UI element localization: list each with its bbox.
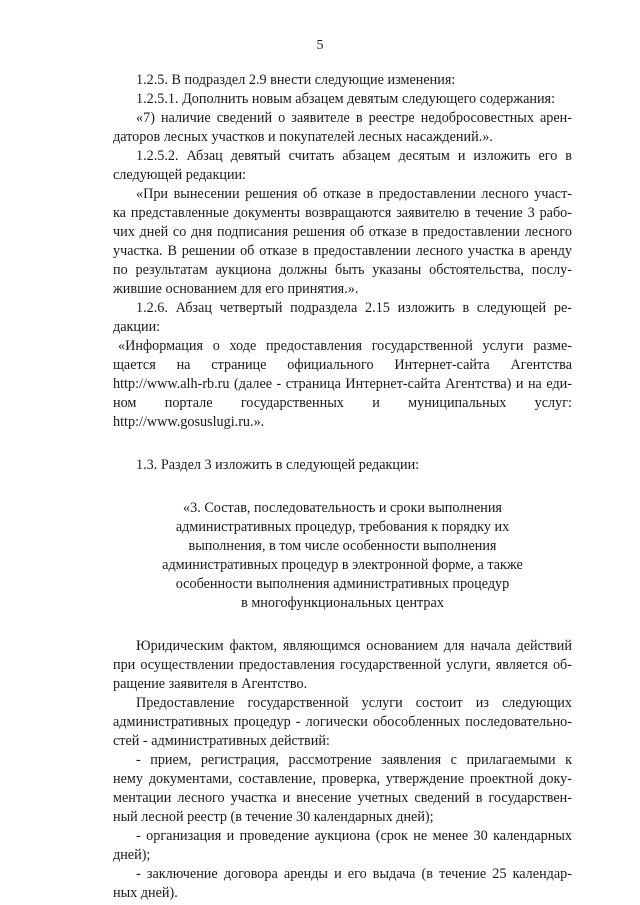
text-line: ном портале государственных и муниципальных услуг: bbox=[113, 395, 572, 411]
text-line: дней); bbox=[113, 847, 151, 863]
text-line: чих дней со дня подписания решения об отказе в предоставлении лесного bbox=[113, 224, 572, 240]
text-line: Юридическим фактом, являющимся основанием для начала действий bbox=[136, 638, 572, 654]
text-line: жившие основанием для его принятия.». bbox=[113, 281, 359, 297]
text-line: ка представленные документы возвращаются заявителю в течение 3 рабо- bbox=[113, 205, 572, 221]
text-line: ный лесной реестр (в течение 30 календарных дней); bbox=[113, 809, 434, 825]
text-line: следующей редакции: bbox=[113, 167, 247, 183]
text-line: при осуществлении предоставления государственной услуги, является об- bbox=[113, 657, 572, 673]
section-heading bbox=[113, 499, 572, 613]
text-line: «Информация о ходе предоставления государственной услуги разме- bbox=[118, 338, 572, 354]
text-line: 1.2.6. Абзац четвертый подраздела 2.15 изложить в следующей ре- bbox=[136, 300, 572, 316]
text-line: по результатам аукциона должны быть указаны обстоятельства, послу- bbox=[113, 262, 572, 278]
document-body bbox=[113, 71, 572, 903]
text-line: http://www.gosuslugi.ru.». bbox=[113, 414, 265, 430]
text-line: «7) наличие сведений о заявителе в реестре недобросовестных арен- bbox=[136, 110, 572, 126]
heading-line: административных процедур в электронной форме, а также bbox=[162, 557, 523, 573]
text-line: стей - административных действий: bbox=[113, 733, 330, 749]
text-line: - организация и проведение аукциона (срок не менее 30 календарных bbox=[136, 828, 572, 844]
text-line: «При вынесении решения об отказе в предоставлении лесного участ- bbox=[136, 186, 572, 202]
text-line: административных процедур - логически обособленных последовательно- bbox=[113, 714, 572, 730]
text-line: участка. В решении об отказе в предоставлении лесного участка в аренду bbox=[113, 243, 572, 259]
text-line: 1.2.5.2. Абзац девятый считать абзацем десятым и изложить его в bbox=[136, 148, 572, 164]
text-line: http://www.alh-rb.ru (далее - страница Интернет-сайта Агентства) и на еди- bbox=[113, 376, 572, 392]
page-number: 5 bbox=[316, 38, 324, 53]
text-line: 1.2.5. В подраздел 2.9 внести следующие изменения: bbox=[136, 72, 456, 88]
text-line: ментации лесного участка и внесение учетных сведений в государствен- bbox=[113, 790, 572, 806]
text-line: - заключение договора аренды и его выдача (в течение 25 календар- bbox=[136, 866, 572, 882]
text-line: Предоставление государственной услуги состоит из следующих bbox=[136, 695, 572, 711]
heading-line: выполнения, в том числе особенности выполнения bbox=[188, 538, 497, 554]
heading-line: «3. Состав, последовательность и сроки выполнения bbox=[183, 500, 502, 516]
text-line: ращение заявителя в Агентство. bbox=[113, 676, 308, 692]
text-line: дакции: bbox=[113, 319, 161, 335]
heading-line: административных процедур, требования к порядку их bbox=[175, 519, 510, 535]
heading-line: особенности выполнения административных процедур bbox=[175, 576, 510, 592]
amendments-block bbox=[113, 71, 572, 432]
text-line: 1.2.5.1. Дополнить новым абзацем девятым следующего содержания: bbox=[136, 91, 556, 107]
text-line: - прием, регистрация, рассмотрение заявления с прилагаемыми к bbox=[136, 752, 572, 768]
section-body bbox=[113, 637, 572, 903]
heading-line: в многофункциональных центрах bbox=[241, 595, 444, 611]
text-line: ных дней). bbox=[113, 885, 178, 901]
text-line: даторов лесных участков и покупателей лесных насаждений.». bbox=[113, 129, 493, 145]
section-line: 1.3. Раздел 3 изложить в следующей редакции: bbox=[136, 457, 420, 473]
text-line: щается на странице официального Интернет-сайта Агентства bbox=[113, 357, 572, 373]
text-line: нему документами, составление, проверка, утверждение проектной доку- bbox=[113, 771, 572, 787]
